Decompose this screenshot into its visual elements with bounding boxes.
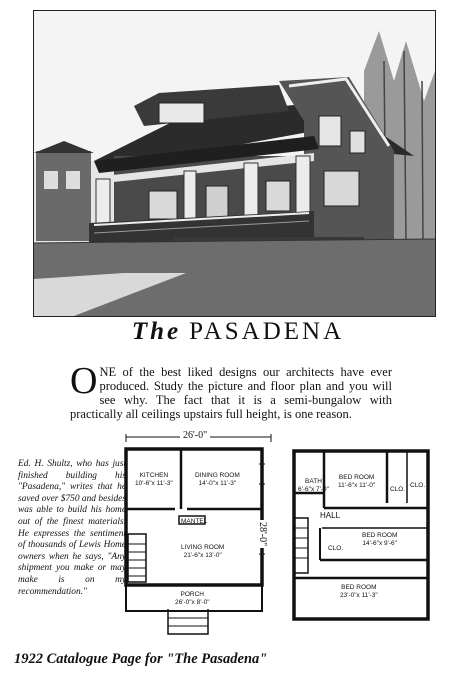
title-name: PASADENA — [189, 318, 345, 345]
closet-1-label: CLO. — [390, 486, 406, 493]
page-title — [0, 318, 476, 346]
kitchen-label: KITCHEN 10'-6"x 11'-3" — [135, 472, 173, 487]
intro-text: NE of the best liked designs our architects have ever produced. Study the picture and floor plan and you will see why. The fact that it is a semi-bungalow with practically all ceilings upstairs full height, is one reason. — [70, 365, 392, 421]
depth-dimension: 28'-0" — [257, 522, 268, 547]
house-illustration — [34, 11, 435, 316]
testimonial-text: Ed. H. Shultz, who has just finished building his "Pasadena," writes that he saved over $750 and besides was able to build his home out of the finest materials. He expresses the sentiment of thousands of Lewis Home owners when he says, "Any shipment you make or may make is on my recommendation." — [18, 459, 126, 597]
intro-paragraph — [70, 360, 392, 421]
porch-label: PORCH 26'-0"x 8'-0" — [175, 591, 210, 606]
bedroom-2-label: BED ROOM 14'-6"x 9'-6" — [362, 532, 398, 547]
house-photograph — [33, 10, 436, 317]
first-floor-drawing — [123, 434, 275, 644]
second-floor-plan — [282, 448, 432, 623]
title-lead: The — [131, 318, 182, 345]
bedroom-3-label: BED ROOM 23'-0"x 11'-3" — [340, 584, 378, 599]
bath-label: BATH 6'-6"x 7'-0" — [298, 478, 329, 493]
drop-cap: O — [70, 360, 98, 402]
closet-2-label: CLO. — [410, 482, 426, 489]
first-floor-plan — [123, 434, 275, 644]
page-caption: 1922 Catalogue Page for "The Pasadena" — [14, 651, 268, 667]
living-room-label: LIVING ROOM 21'-6"x 13'-0" — [181, 544, 225, 559]
hall-label: HALL — [320, 511, 341, 520]
mantel-label: MANTEL — [181, 518, 208, 525]
bedroom-1-label: BED ROOM 11'-6"x 11'-0" — [338, 474, 376, 489]
closet-3-label: CLO. — [328, 545, 344, 552]
width-dimension: 26'-0" — [180, 430, 210, 441]
dining-room-label: DINING ROOM 14'-0"x 11'-3" — [195, 472, 240, 487]
